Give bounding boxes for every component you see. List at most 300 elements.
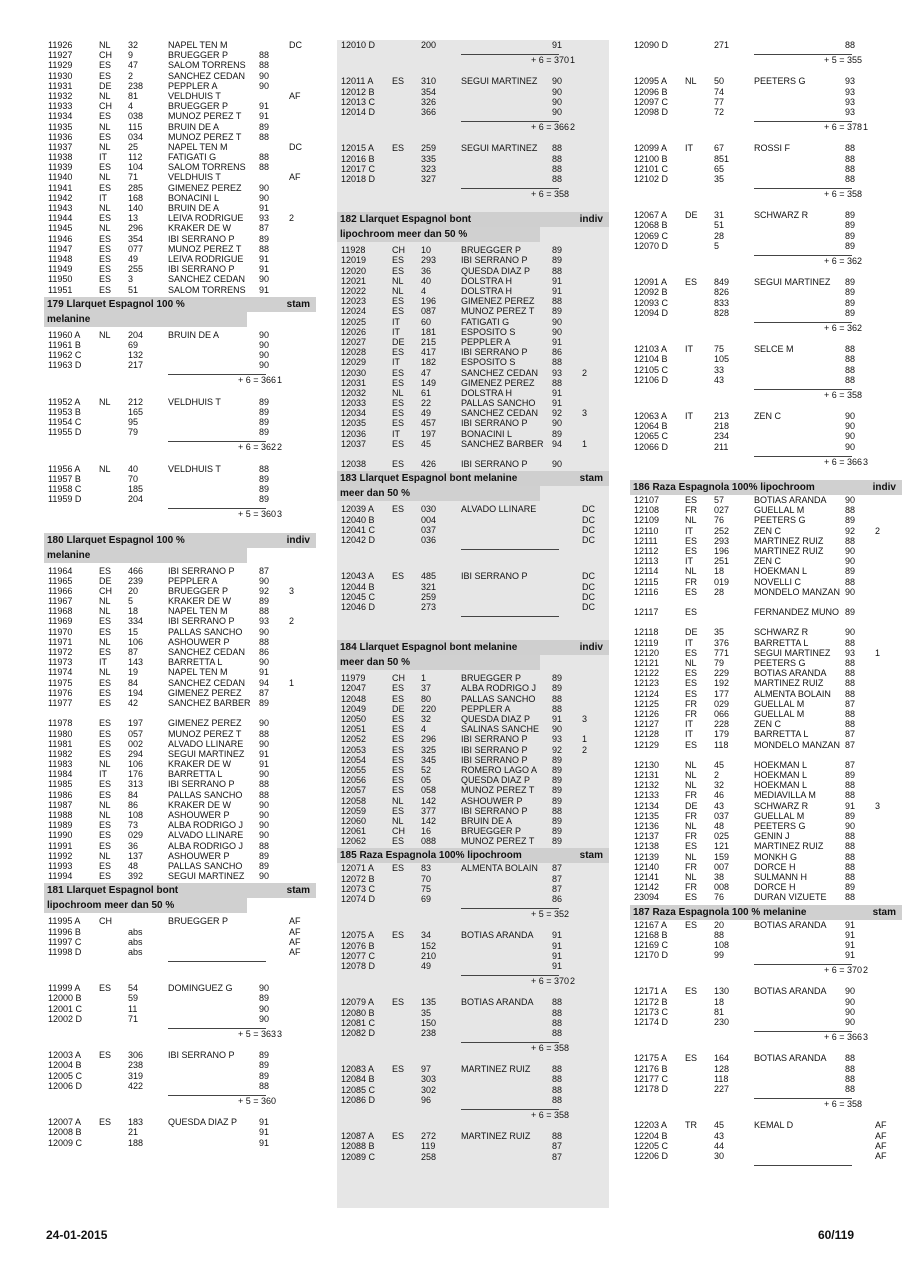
bird-ref: 36 xyxy=(421,265,432,276)
bird-ref: 008 xyxy=(714,882,730,893)
points: 93 xyxy=(845,76,856,87)
ring-number: 12013 C xyxy=(341,96,376,107)
points: 90 xyxy=(552,326,563,337)
bird-ref: 849 xyxy=(714,277,730,288)
ring-number: 12071 A xyxy=(341,863,375,874)
points: 88 xyxy=(552,1064,563,1075)
ring-number: 12177 C xyxy=(634,1073,669,1084)
table-row xyxy=(337,368,609,378)
ring-number: 11957 B xyxy=(48,473,81,484)
bird-ref: 77 xyxy=(714,96,725,107)
points: 90 xyxy=(845,996,856,1007)
ring-number: 12170 D xyxy=(634,950,669,961)
table-row xyxy=(44,101,316,111)
ring-number: 12083 A xyxy=(341,1064,375,1075)
bird-ref: 48 xyxy=(714,821,725,832)
table-row xyxy=(337,1131,609,1141)
table-row xyxy=(337,765,609,775)
subtotal-value: + 6 = 378 xyxy=(823,122,862,133)
ring-number: 12097 C xyxy=(634,96,669,107)
ring-number: 12034 xyxy=(341,408,367,419)
class-title: 180 Llarquet Espagnol 100 % xyxy=(47,534,185,546)
table-row xyxy=(44,71,316,81)
bird-ref: 296 xyxy=(128,223,144,234)
table-row xyxy=(44,616,316,626)
points: 88 xyxy=(845,143,856,154)
ring-number: 12174 D xyxy=(634,1017,669,1028)
bird-ref: 143 xyxy=(128,657,144,668)
ring-number: 12107 xyxy=(634,495,660,505)
breeder-name: SALOM TORRENS xyxy=(168,162,246,173)
table-row xyxy=(44,1014,316,1024)
breeder-name: HOEKMAN L xyxy=(754,780,808,791)
bird-ref: 426 xyxy=(421,459,437,470)
bird-ref: 44 xyxy=(714,1140,725,1151)
ring-number: 12118 xyxy=(634,627,659,638)
ring-number: 12068 B xyxy=(634,220,668,231)
bird-ref: 150 xyxy=(421,1017,437,1028)
bird-ref: 313 xyxy=(128,779,144,790)
ring-number: 12135 xyxy=(634,810,660,821)
ring-number: 12128 xyxy=(634,729,660,740)
points: 90 xyxy=(845,556,856,567)
table-row xyxy=(337,951,609,961)
bird-ref: 3 xyxy=(128,274,134,285)
points: 89 xyxy=(259,473,270,484)
class-type: indiv xyxy=(286,534,310,546)
breeder-name: PALLAS SANCHO xyxy=(168,789,243,800)
country-code: ES xyxy=(99,1117,112,1128)
breeder-name: SCHWARZ R xyxy=(754,210,809,221)
ring-number: 11943 xyxy=(48,203,73,213)
bird-ref: 37 xyxy=(421,683,432,694)
bird-ref: 377 xyxy=(421,805,437,816)
points: 88 xyxy=(845,576,856,587)
placing: 3 xyxy=(277,1029,283,1040)
bird-ref: 217 xyxy=(128,360,144,371)
points: 89 xyxy=(552,673,563,684)
ring-number: 12040 B xyxy=(341,514,375,525)
bird-ref: 9 xyxy=(128,50,134,61)
table-row xyxy=(337,276,609,286)
table-row xyxy=(44,234,316,244)
ring-number: 11992 xyxy=(48,850,73,861)
country-code: ES xyxy=(99,647,112,657)
points: 87 xyxy=(552,1141,563,1152)
bird-ref: 99 xyxy=(714,950,725,961)
ring-number: 12085 C xyxy=(341,1084,376,1095)
country-code: ES xyxy=(392,714,405,725)
ring-number: 12073 C xyxy=(341,883,376,894)
country-code: ES xyxy=(685,1053,698,1064)
table-row xyxy=(630,801,902,811)
breeder-name: MUNOZ PEREZ T xyxy=(461,785,535,796)
points: 88 xyxy=(259,50,270,61)
country-code: CH xyxy=(99,585,112,596)
bird-ref: 108 xyxy=(714,939,730,950)
class-title: 186 Raza Espagnola 100% lipochroom xyxy=(633,482,815,493)
ring-number: 12086 D xyxy=(341,1094,376,1105)
country-code: DE xyxy=(99,80,112,91)
table-row xyxy=(337,107,609,117)
country-code: CH xyxy=(99,916,112,927)
bird-ref: 69 xyxy=(421,894,432,905)
ring-number: 11978 xyxy=(48,718,73,729)
bird-ref: 182 xyxy=(421,357,437,368)
country-code: ES xyxy=(99,213,112,224)
subtotal-row xyxy=(630,1165,902,1175)
breeder-name: SANCHEZ CEDAN xyxy=(168,70,246,81)
bird-ref: 16 xyxy=(421,826,432,837)
table-row xyxy=(44,769,316,779)
bird-ref: 81 xyxy=(714,1006,725,1017)
table-row xyxy=(44,1050,316,1060)
ring-number: 11926 xyxy=(48,40,73,50)
table-row xyxy=(44,427,316,437)
breeder-name: MUNOZ PEREZ T xyxy=(461,306,535,317)
bird-ref: 176 xyxy=(128,769,144,780)
table-row xyxy=(337,245,609,255)
bird-ref: 48 xyxy=(128,860,139,871)
table-row xyxy=(44,244,316,254)
table-row xyxy=(630,862,902,872)
bird-ref: 47 xyxy=(128,60,139,71)
ring-number: 12035 xyxy=(341,418,367,429)
ring-number: 12173 C xyxy=(634,1006,669,1017)
table-row xyxy=(337,1152,609,1162)
points: 88 xyxy=(552,265,563,276)
bird-ref: 106 xyxy=(128,636,144,647)
points: 88 xyxy=(259,636,270,647)
breeder-name: GIMENEZ PEREZ xyxy=(461,377,535,388)
table-row xyxy=(337,429,609,439)
bird-ref: 210 xyxy=(421,950,437,961)
bird-ref: 87 xyxy=(128,647,139,657)
points: 92 xyxy=(552,744,563,755)
points: 93 xyxy=(845,106,856,117)
table-row xyxy=(337,154,609,164)
table-row xyxy=(337,1085,609,1095)
points: 92 xyxy=(259,585,270,596)
table-row xyxy=(630,1141,902,1151)
country-code: ES xyxy=(392,143,405,154)
country-code: ES xyxy=(99,274,112,285)
country-code: ES xyxy=(685,607,698,618)
ring-number: 12203 A xyxy=(634,1120,668,1131)
country-code: NL xyxy=(685,770,697,781)
breeder-name: DOLSTRA H xyxy=(461,275,513,286)
subtotal-value: + 6 = 358 xyxy=(823,1099,862,1110)
ring-number: 11944 xyxy=(48,213,73,224)
points: 88 xyxy=(845,40,856,50)
ring-number: 12051 xyxy=(341,724,367,735)
table-row xyxy=(337,704,609,714)
bird-ref: 2 xyxy=(714,770,720,781)
country-code: ES xyxy=(392,734,405,745)
ring-number: 12112 xyxy=(634,545,659,556)
table-row xyxy=(44,729,316,739)
table-row xyxy=(630,495,902,505)
ring-number: 11954 C xyxy=(48,417,82,427)
country-code: NL xyxy=(99,596,111,607)
subtotal-value: + 5 = 355 xyxy=(823,55,862,66)
table-row xyxy=(44,749,316,759)
bird-ref: 49 xyxy=(421,960,432,971)
table-row xyxy=(630,709,902,719)
bird-ref: 034 xyxy=(128,131,144,142)
table-row xyxy=(630,375,902,385)
table-row xyxy=(337,1095,609,1105)
breeder-name: SANCHEZ CEDAN xyxy=(168,647,246,657)
bird-ref: abs xyxy=(128,936,143,947)
bird-ref: 49 xyxy=(128,253,139,264)
country-code: ES xyxy=(99,860,112,871)
table-row xyxy=(630,220,902,230)
remark: AF xyxy=(875,1120,887,1131)
points: 88 xyxy=(845,505,856,516)
ring-number: 12003 A xyxy=(48,1050,82,1061)
country-code: IT xyxy=(685,411,693,422)
table-row xyxy=(44,407,316,417)
ring-number: 11930 xyxy=(48,70,73,81)
points: 88 xyxy=(845,344,856,355)
bird-ref: 002 xyxy=(128,738,144,749)
class-title: 184 Llarquet Espagnol bont melanine xyxy=(340,642,518,654)
ring-number: 11979 xyxy=(341,673,366,684)
table-row xyxy=(337,317,609,327)
ring-number: 12059 xyxy=(341,805,367,816)
ring-number: 12009 C xyxy=(48,1137,83,1148)
ring-number: 12072 B xyxy=(341,873,375,884)
points: 90 xyxy=(259,799,270,810)
ring-number: 11941 xyxy=(48,182,73,193)
table-row xyxy=(337,592,609,602)
points: 90 xyxy=(259,626,270,637)
breeder-name: IBI SERRANO P xyxy=(168,565,235,576)
bird-ref: 851 xyxy=(714,153,730,164)
breeder-name: QUESDA DIAZ P xyxy=(461,265,531,276)
bird-ref: 18 xyxy=(128,606,139,617)
ring-number: 12022 xyxy=(341,286,367,296)
breeder-name: MUNOZ PEREZ T xyxy=(168,131,242,142)
table-row xyxy=(337,826,609,836)
points: 88 xyxy=(552,693,563,704)
points: 90 xyxy=(259,350,270,361)
country-code: ES xyxy=(392,764,405,775)
country-code: NL xyxy=(99,636,111,647)
points: 88 xyxy=(845,719,856,730)
ring-number: 12044 B xyxy=(341,581,375,592)
ring-number: 11982 xyxy=(48,748,73,759)
country-code: ES xyxy=(685,688,698,699)
points: 93 xyxy=(845,96,856,107)
ring-number: 12001 C xyxy=(48,1003,83,1014)
spacer xyxy=(337,920,609,930)
class-header xyxy=(630,905,902,920)
points: 88 xyxy=(845,841,856,852)
ring-number: 11946 xyxy=(48,233,73,244)
ring-number: 12055 xyxy=(341,764,367,775)
subtotal-row xyxy=(337,1109,609,1119)
ring-number: 12014 D xyxy=(341,106,376,117)
breeder-name: SULMANN H xyxy=(754,871,808,882)
points: 88 xyxy=(259,131,270,142)
table-row xyxy=(630,505,902,515)
spacer xyxy=(44,1107,316,1117)
country-code: FR xyxy=(685,708,697,719)
table-row xyxy=(630,638,902,648)
placing: 3 xyxy=(277,509,283,520)
ring-number: 11998 D xyxy=(48,946,82,957)
bird-ref: 106 xyxy=(128,759,144,770)
bird-ref: 135 xyxy=(421,997,437,1008)
bird-ref: 087 xyxy=(421,306,437,317)
breeder-name: BRUEGGER P xyxy=(461,245,522,256)
bird-ref: 466 xyxy=(128,565,144,576)
country-code: NL xyxy=(685,851,697,862)
table-row xyxy=(337,535,609,545)
bird-ref: 323 xyxy=(421,163,437,174)
ring-number: 11975 xyxy=(48,677,73,688)
ring-number: 11980 xyxy=(48,728,73,739)
country-code: IT xyxy=(685,525,693,536)
bird-ref: 142 xyxy=(421,795,437,806)
ring-number: 12099 A xyxy=(634,143,668,154)
table-row xyxy=(630,831,902,841)
remark: DC xyxy=(582,571,595,582)
class-title: 185 Raza Espagnola 100% lipochroom xyxy=(340,850,522,862)
table-row xyxy=(630,740,902,760)
table-row xyxy=(44,81,316,91)
country-code: NL xyxy=(392,815,404,826)
ring-number: 11959 D xyxy=(48,494,82,505)
class-type: indiv xyxy=(579,642,603,654)
ring-number: 12032 xyxy=(341,387,367,398)
country-code: ES xyxy=(392,306,405,317)
points: 88 xyxy=(845,354,856,365)
ring-number: 12132 xyxy=(634,780,660,791)
ring-number: 11965 xyxy=(48,575,73,586)
breeder-name: ALVADO LLINARE xyxy=(461,504,537,515)
country-code: IT xyxy=(685,729,693,740)
bird-ref: 165 xyxy=(128,406,144,417)
bird-ref: 183 xyxy=(128,1117,144,1128)
bird-ref: 50 xyxy=(714,76,725,87)
points: 87 xyxy=(259,565,270,576)
breeder-name: IBI SERRANO P xyxy=(461,255,528,266)
bird-ref: 43 xyxy=(714,800,725,811)
points: 90 xyxy=(552,76,563,87)
bird-ref: 828 xyxy=(714,307,730,318)
country-code: ES xyxy=(99,718,112,729)
ring-number: 12096 B xyxy=(634,86,668,97)
ring-number: 12011 A xyxy=(341,76,374,87)
table-row xyxy=(630,1007,902,1017)
remark: AF xyxy=(875,1140,887,1151)
country-code: ES xyxy=(99,565,112,576)
class-title: 179 Llarquet Espagnol 100 % xyxy=(47,298,185,310)
points: 88 xyxy=(552,1084,563,1095)
table-row xyxy=(630,344,902,354)
class-header xyxy=(337,640,609,655)
bird-ref: 59 xyxy=(128,993,139,1004)
table-row xyxy=(630,892,902,902)
ring-number: 11940 xyxy=(48,172,73,183)
ring-number: 12070 D xyxy=(634,240,669,251)
table-row xyxy=(44,132,316,142)
bird-ref: 79 xyxy=(128,427,139,438)
breeder-name: SELCE M xyxy=(754,344,794,355)
remark: DC xyxy=(582,514,595,525)
subtotal-line xyxy=(168,961,266,962)
breeder-name: BARRETTA L xyxy=(168,769,223,780)
bird-ref: 69 xyxy=(128,339,139,350)
spacer xyxy=(337,133,609,143)
ring-number: 12024 xyxy=(341,306,367,317)
table-row xyxy=(44,162,316,172)
ring-number: 12119 xyxy=(634,637,659,648)
breeder-name: NAPEL TEN M xyxy=(168,40,228,50)
country-code: NL xyxy=(685,76,697,87)
bird-ref: 376 xyxy=(714,637,730,648)
points: 91 xyxy=(845,939,856,950)
table-row xyxy=(630,986,902,996)
bird-ref: 285 xyxy=(128,182,144,193)
breeder-name: IBI SERRANO P xyxy=(168,264,235,275)
points: 90 xyxy=(259,274,270,285)
ring-number: 12103 A xyxy=(634,344,668,355)
spacer xyxy=(337,561,609,571)
breeder-name: MUNOZ PEREZ T xyxy=(168,111,242,122)
points: 89 xyxy=(552,775,563,786)
table-row xyxy=(44,350,316,360)
ring-number: 11928 xyxy=(341,245,366,256)
points: 88 xyxy=(845,364,856,375)
breeder-name: PEETERS G xyxy=(754,515,806,526)
ring-number: 11976 xyxy=(48,687,73,698)
remark: 2 xyxy=(582,367,588,378)
table-row xyxy=(44,698,316,718)
points: 89 xyxy=(552,826,563,837)
table-row xyxy=(630,689,902,699)
points: 91 xyxy=(552,286,563,296)
breeder-name: SEGUI MARTINEZ xyxy=(461,76,538,87)
country-code: ES xyxy=(392,775,405,786)
table-row xyxy=(630,526,902,536)
class-header xyxy=(337,471,609,486)
country-code: ES xyxy=(392,367,405,378)
table-row xyxy=(44,947,316,957)
points: 88 xyxy=(845,173,856,184)
points: 90 xyxy=(259,360,270,371)
points: 90 xyxy=(259,657,270,668)
subtotal-row xyxy=(630,456,902,466)
country-code: IT xyxy=(392,326,400,337)
ring-number: 11960 A xyxy=(48,329,81,340)
table-row xyxy=(337,694,609,704)
country-code: ES xyxy=(392,459,405,470)
ring-number: 12045 C xyxy=(341,591,376,602)
bird-ref: abs xyxy=(128,946,143,957)
table-row xyxy=(337,388,609,398)
spacer xyxy=(44,973,316,983)
country-code: ES xyxy=(392,1064,405,1075)
breeder-name: ASHOUWER P xyxy=(168,810,230,821)
bird-ref: 038 xyxy=(128,111,144,122)
bird-ref: 227 xyxy=(714,1083,730,1094)
bird-ref: 271 xyxy=(714,40,730,50)
table-row xyxy=(337,724,609,734)
